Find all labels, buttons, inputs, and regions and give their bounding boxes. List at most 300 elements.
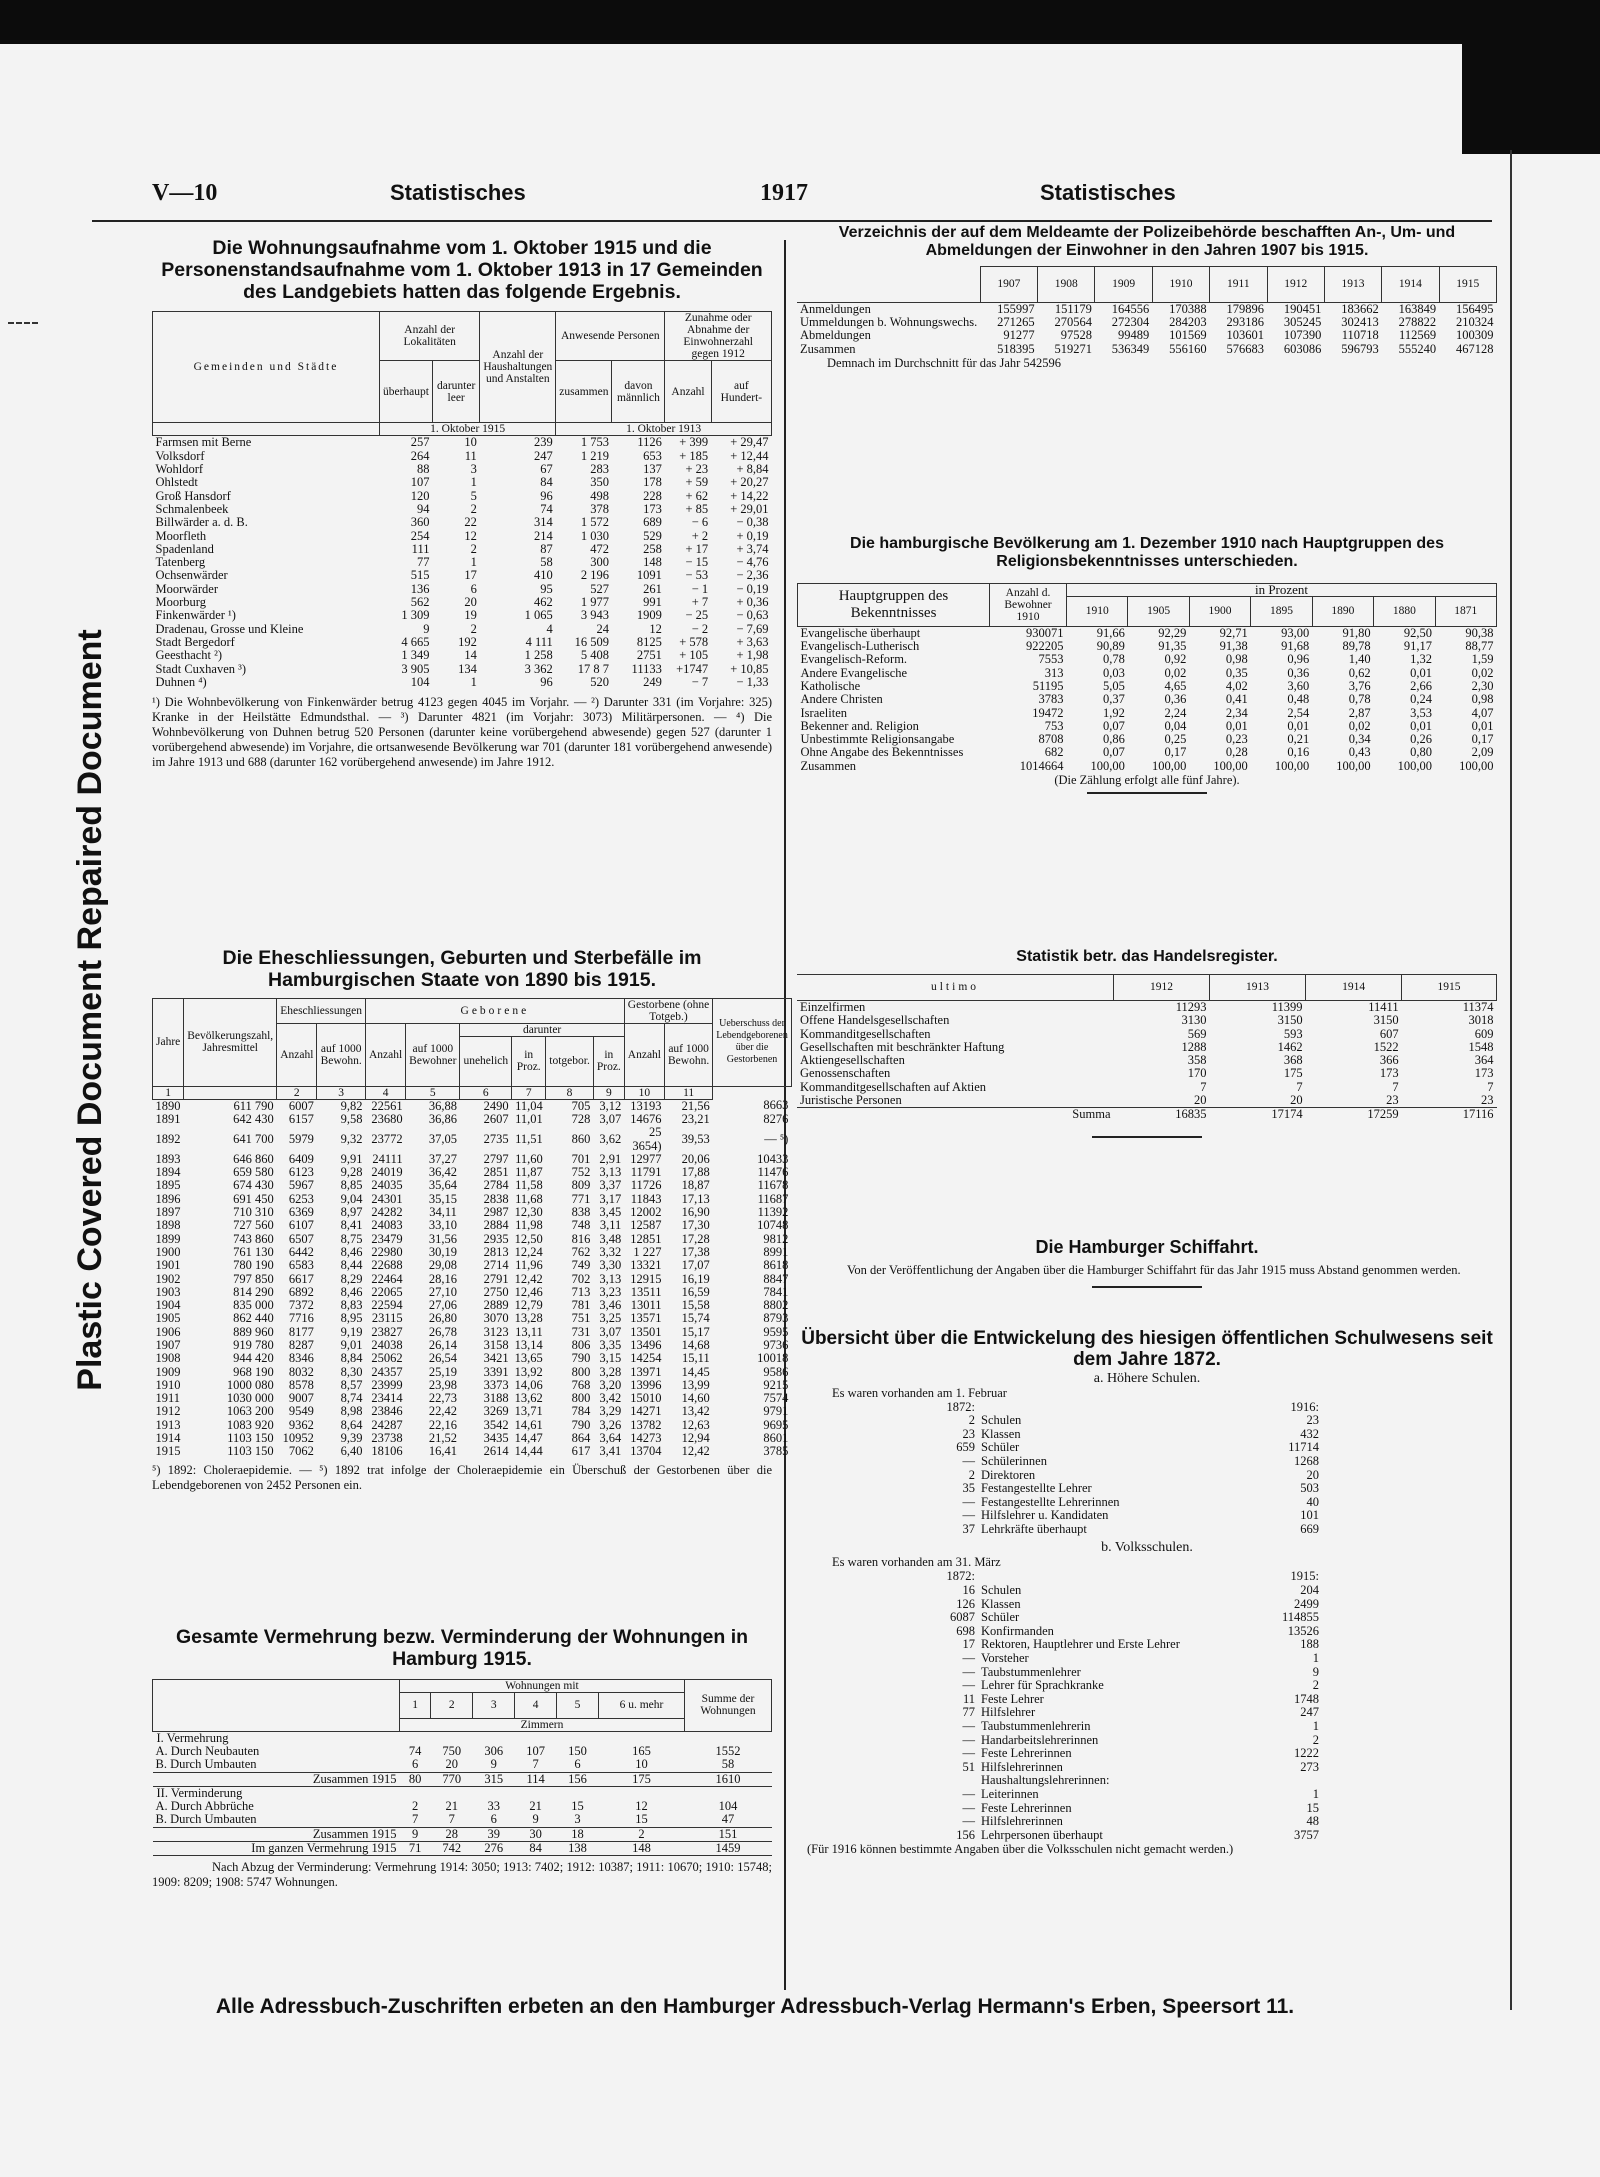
schul-b-intro: Es waren vorhanden am 31. März	[832, 1555, 1001, 1570]
ehe-row-cell: 9736	[763, 1338, 789, 1352]
handel-year: 1914	[1306, 974, 1402, 1000]
schul-new-value: 3757	[1294, 1827, 1319, 1842]
wohnung-row-cell: 4	[546, 621, 553, 636]
bev-group-prozent: in Prozent	[1067, 583, 1497, 596]
page-number: V—10	[152, 180, 218, 206]
handel-sum-cell: Summa	[1072, 1107, 1111, 1122]
melde-year: 1912	[1267, 266, 1324, 302]
ehe-row-cell: 1893	[155, 1152, 181, 1166]
bev-row-cell: 0,43	[1348, 745, 1371, 760]
ehe-row-cell: 889 960	[233, 1324, 274, 1339]
ehe-column-number: 5	[406, 1086, 460, 1099]
ehe-row-cell: 23115	[371, 1311, 403, 1326]
ehe-row-cell: 800	[571, 1391, 591, 1406]
ehe-row-cell: 8287	[288, 1338, 314, 1352]
handel-row-cell: 3150	[1277, 1013, 1303, 1028]
schul-new-value: 188	[1300, 1637, 1319, 1652]
ehe-row-cell: 13,28	[514, 1311, 543, 1326]
ehe-row-cell: 2987	[483, 1205, 509, 1220]
handel-row-cell: Gesellschaften mit beschränkter Haftung	[800, 1040, 1005, 1054]
wohnung-row-cell: Moorwärder	[155, 582, 218, 596]
schul-label: Hilfslehrer u. Kandidaten	[981, 1509, 1109, 1523]
schul-a-intro: Es waren vorhanden am 1. Februar	[832, 1385, 1007, 1400]
handel-table	[797, 974, 1497, 1122]
verm-cell: 306	[484, 1743, 504, 1758]
ehe-col-unehelich: unehelich	[460, 1036, 512, 1086]
melde-row-cell: 272304	[1111, 315, 1150, 330]
schul-new-value: 114855	[1281, 1610, 1319, 1625]
handel-row-cell: 173	[1474, 1066, 1494, 1081]
schul-old-value: 51	[962, 1759, 975, 1774]
ehe-row-cell: 1891	[155, 1112, 181, 1126]
schul-new-value: 1268	[1294, 1453, 1319, 1468]
ehe-row-cell: 1083 920	[226, 1417, 274, 1432]
ehe-row-cell: 17,30	[681, 1218, 710, 1233]
handel-row-cell: 11399	[1271, 999, 1303, 1014]
verm-row-label: B. Durch Umbauten	[155, 1758, 257, 1772]
schul-label: Handarbeitslehrerinnen	[981, 1733, 1099, 1747]
ehe-row-cell: 13782	[630, 1417, 662, 1432]
ehe-row-cell: 1030 000	[226, 1391, 274, 1406]
wohnung-row-cell: Volksdorf	[155, 449, 205, 463]
ehe-row-cell: 751	[571, 1311, 591, 1326]
wohnung-row-cell: 249	[643, 674, 662, 689]
melde-row-cell: 190451	[1283, 301, 1322, 316]
wohnung-row	[153, 609, 772, 622]
ehe-row-cell: 701	[571, 1151, 591, 1166]
wohnung-row-cell: − 15	[685, 555, 709, 570]
wohnung-row-cell: + 8,84	[736, 462, 769, 477]
verm-cell: 1552	[715, 1743, 741, 1758]
ehe-row-cell: 11,96	[515, 1258, 543, 1273]
ehe-row-cell: 1897	[155, 1206, 181, 1220]
ehe-row-cell: 3421	[483, 1351, 509, 1366]
ehe-row-cell: 10018	[757, 1351, 789, 1366]
handel-row-cell: 358	[1187, 1053, 1207, 1068]
verm-cell	[515, 1786, 557, 1800]
ehe-row-cell: 1915	[155, 1445, 181, 1459]
schul-label: Klassen	[981, 1427, 1021, 1441]
ehe-row-cell: 6,40	[340, 1444, 363, 1459]
ehe-row-cell: 24282	[371, 1205, 403, 1220]
ehe-row-cell: 2838	[483, 1191, 509, 1206]
schul-label: Feste Lehrerinnen	[981, 1747, 1072, 1761]
ehe-row-cell: 11,68	[515, 1191, 543, 1206]
handel-row-cell: Aktiengesellschaften	[800, 1054, 905, 1068]
schul-new-value: 2499	[1294, 1596, 1319, 1611]
verm-cell: 148	[632, 1841, 651, 1856]
ehe-row-cell: 1904	[155, 1299, 181, 1313]
ehe-row-cell: 11,87	[515, 1165, 543, 1180]
wohnung-row-cell: + 578	[679, 634, 709, 649]
wohnung-row-cell: 104	[410, 674, 430, 689]
ehe-row-cell: 8991	[763, 1244, 789, 1259]
verm-cell: 58	[721, 1757, 735, 1772]
ehe-row-cell: 968 190	[233, 1364, 274, 1379]
schul-new-value: 503	[1300, 1481, 1319, 1496]
ehe-row-cell: 23,98	[428, 1377, 457, 1392]
melde-row-cell: 305245	[1283, 315, 1322, 330]
schiff-separator	[1092, 1286, 1202, 1288]
ehe-row-cell: 3,30	[599, 1258, 622, 1273]
wohnung-row-cell: Farmsen mit Berne	[155, 435, 252, 450]
ehe-row-cell: 762	[571, 1244, 591, 1259]
ehe-row-cell: 9791	[763, 1404, 789, 1419]
schul-old-value: 2	[968, 1467, 975, 1482]
ehe-row-cell: 1914	[155, 1432, 181, 1446]
ehe-row	[153, 1233, 792, 1246]
bev-row-cell: 91,17	[1403, 639, 1433, 654]
schul-old-value: 17	[962, 1637, 975, 1652]
bev-row-cell: 2,87	[1348, 705, 1371, 720]
melde-year: 1908	[1038, 266, 1095, 302]
verm-column: 4	[515, 1692, 557, 1718]
ehe-row-cell: 814 290	[233, 1284, 274, 1299]
handel-header	[797, 974, 1497, 1000]
ehe-row	[153, 1432, 792, 1445]
bev-row-cell: 19472	[1032, 705, 1064, 720]
wohnung-row-cell: − 1,33	[736, 674, 769, 689]
bev-row-cell: 0,36	[1164, 692, 1187, 707]
header-right: Statistisches	[1040, 180, 1176, 205]
ehe-row-cell: 659 580	[233, 1165, 274, 1180]
wohnung-row-cell: − 0,38	[736, 515, 769, 530]
bev-row-cell: 0,26	[1410, 732, 1433, 747]
ehe-row-cell: 12,50	[514, 1231, 543, 1246]
wohnung-row-cell: 134	[458, 661, 477, 676]
ehe-row-cell: 6369	[288, 1205, 314, 1220]
wohnung-row-cell: 1	[470, 674, 477, 689]
handel-row-cell: Kommanditgesellschaften auf Aktien	[800, 1080, 987, 1094]
ehe-row-cell: 11,60	[515, 1151, 543, 1166]
bev-row-cell: 2,54	[1287, 705, 1310, 720]
ehe-row	[153, 1273, 792, 1286]
verm-cell: 3	[574, 1812, 581, 1827]
schul-old-value: —	[962, 1664, 975, 1679]
header-left: Statistisches	[390, 180, 526, 205]
melde-row	[797, 343, 1497, 356]
bev-row-cell: Evangelisch-Lutherisch	[800, 640, 920, 654]
bev-row-cell: 7553	[1038, 652, 1064, 667]
ehe-row-cell: 8663	[763, 1098, 789, 1113]
ehe-row-cell: 3391	[483, 1364, 509, 1379]
ehe-row	[153, 1153, 792, 1166]
bev-row	[798, 667, 1497, 680]
melde-row-cell: 519271	[1054, 341, 1092, 356]
wohnung-col-haushaltungen: Anzahl der Haushaltungen und Anstalten	[480, 312, 556, 423]
bev-row-cell: 91,38	[1219, 639, 1248, 654]
handel-row-cell: 3130	[1181, 1013, 1207, 1028]
handel-row-cell: 1462	[1277, 1039, 1303, 1054]
ehe-row-cell: 13,71	[514, 1404, 543, 1419]
handel-row-cell: 569	[1187, 1026, 1207, 1041]
ehe-row-cell: 641 700	[233, 1131, 274, 1146]
ehe-row-cell: 13,62	[514, 1391, 543, 1406]
schul-label: Direktoren	[981, 1468, 1036, 1482]
schul-new-value: 1	[1312, 1786, 1319, 1801]
ehe-row-cell: 9,04	[340, 1191, 363, 1206]
ehe-row-cell: 8,85	[340, 1178, 363, 1193]
ehe-row	[153, 1246, 792, 1259]
ehe-row-cell: 12,42	[514, 1271, 543, 1286]
handel-rows	[797, 1000, 1497, 1121]
melde-row-cell: 91277	[1003, 328, 1035, 343]
bev-row-cell: 0,24	[1410, 692, 1433, 707]
side-stamp	[40, 330, 109, 1690]
schul-new-value: 1	[1312, 1719, 1319, 1733]
bev-row-cell: 100,00	[1213, 758, 1248, 773]
ehe-row-cell: 13,99	[681, 1377, 710, 1392]
wohnung-note: ¹) Die Wohnbevölkerung von Finkenwärder betrug 4123 gegen 4045 im Vorjahr. — ²) Darunter 331 (im Vorjahre: 325) Kranke in der Heilstätte Edmundsthal. — ³) Darunter 4821 (im Vorjahr: 3073) Militärpersonen. — ⁴) Die Wohnbevölkerung von Duhnen betrug 520 Personen (darunter keine vorübergehend abwesende) gegen 527 (darunter 1 vorübergehend abwesende) im Vorjahre, die ortsanwesende Bevölkerung war 701 (darunter 181 vorübergehend anwesende) im Jahre 1913 und 688 (darunter 162 vorübergehend anwesende) im Jahre 1912.	[152, 695, 772, 770]
ehe-col-totgeboren: totgebor.	[546, 1036, 594, 1086]
wohnung-row-cell: + 17	[685, 541, 709, 556]
ehe-row-cell: 1 227	[633, 1244, 662, 1259]
verm-cell: 39	[487, 1826, 500, 1841]
ehe-row-cell: 10952	[282, 1431, 314, 1446]
ehe-row-cell: 3,35	[599, 1338, 622, 1352]
ehe-row	[153, 1366, 792, 1379]
schul-a-year2: 1916:	[1290, 1399, 1319, 1414]
schul-new-value: 15	[1306, 1800, 1319, 1815]
ehe-note: ⁵) 1892: Choleraepidemie. — ⁵) 1892 trat infolge der Choleraepidemie ein Überschuß der Gestorbenen über die Lebendgeborenen von 2452 Personen ein.	[152, 1462, 772, 1492]
handel-row	[797, 1000, 1497, 1014]
ehe-row-cell: 9695	[763, 1417, 789, 1432]
verm-cell	[400, 1731, 431, 1745]
ehe-row-cell: 2784	[483, 1178, 509, 1193]
stamp-text: Plastic Covered Document Repaired Document	[71, 629, 109, 1391]
ehe-row-cell: 9595	[763, 1324, 789, 1339]
ehe-row-cell: 17,88	[681, 1165, 710, 1180]
melde-row-cell: 596793	[1341, 341, 1379, 356]
verm-row-label: Zusammen 1915	[312, 1827, 397, 1841]
verm-cell: 80	[408, 1771, 422, 1786]
ehe-row-cell: 34,11	[429, 1205, 457, 1220]
schul-label: Konfirmanden	[981, 1624, 1054, 1638]
ehe-row	[153, 1445, 792, 1458]
ehe-row-cell: 6107	[288, 1218, 314, 1233]
dashed-mark	[8, 322, 38, 324]
verm-cell: 7	[448, 1812, 455, 1827]
schul-label: Hilfslehrerinnen	[981, 1815, 1063, 1829]
wohnung-title: Die Wohnungsaufnahme vom 1. Oktober 1915 und die Personenstandsaufnahme vom 1. Oktober 1913 in 17 Gemeinden des Landgebiets hatten das folgende Ergebnis.	[161, 237, 763, 303]
wohnung-row-cell: 689	[643, 515, 662, 530]
handel-sum-cell: 17116	[1462, 1107, 1494, 1122]
ehe-row-cell: 809	[571, 1178, 591, 1193]
schul-b-row	[902, 1829, 1322, 1843]
bev-row-cell: 0,21	[1287, 732, 1310, 747]
handel-row-cell: 1548	[1468, 1039, 1494, 1054]
ehe-row-cell: 13,11	[515, 1324, 543, 1339]
ehe-row-cell: 1908	[155, 1352, 181, 1366]
ehe-row-cell: 790	[571, 1417, 591, 1432]
ehe-row-cell: 11,51	[515, 1131, 543, 1146]
bev-row-cell: 0,86	[1103, 732, 1125, 747]
ehe-group-gestorbene: Gestorbene (ohne Totgeb.)	[624, 998, 712, 1023]
ehe-row-cell: 1902	[155, 1272, 181, 1286]
ehe-row	[153, 1179, 792, 1192]
schul-old-value: —	[962, 1746, 975, 1761]
wohnung-row-cell: 1 753	[580, 435, 609, 450]
schul-new-value: 101	[1300, 1508, 1319, 1523]
schul-old-value: —	[962, 1719, 975, 1733]
bev-row-cell: 930071	[1026, 625, 1064, 640]
schul-new-value: 1748	[1294, 1691, 1319, 1706]
ehe-row-cell: 6507	[288, 1231, 314, 1246]
ehe-row-cell: 15,17	[681, 1324, 710, 1339]
verm-cell: 21	[445, 1799, 459, 1814]
melde-row-cell: 555240	[1398, 341, 1437, 356]
melde-section	[797, 224, 1497, 371]
schul-a-row	[902, 1469, 1322, 1483]
handel-row-cell: Juristische Personen	[800, 1093, 902, 1107]
ehe-row-cell: 14271	[630, 1404, 662, 1419]
melde-row-cell: 293186	[1226, 315, 1265, 330]
handel-row-cell: 607	[1379, 1026, 1399, 1041]
handel-title: Statistik betr. das Handelsregister.	[1016, 948, 1278, 965]
schul-old-value: 126	[956, 1596, 975, 1611]
wohnung-col-maennlich: davon männlich	[612, 361, 665, 423]
ehe-row-cell: 35,64	[428, 1178, 457, 1193]
melde-row-cell: 518395	[997, 341, 1035, 356]
ehe-row-cell: 35,15	[428, 1191, 457, 1206]
ehe-row-cell: 3,29	[599, 1404, 622, 1419]
ehe-row-cell: 18106	[371, 1444, 403, 1459]
bev-row-cell: 0,78	[1348, 692, 1371, 707]
schul-b-row	[902, 1706, 1322, 1720]
wohnung-row-cell: 360	[410, 515, 430, 530]
ehe-row-cell: 12851	[630, 1231, 662, 1246]
handel-row	[797, 1041, 1497, 1054]
wohnung-row-cell: 10	[464, 435, 477, 450]
schul-new-value: 48	[1306, 1814, 1319, 1829]
wohnung-row	[153, 436, 772, 450]
wohnung-row	[153, 450, 772, 463]
ehe-row-cell: 6253	[288, 1191, 314, 1206]
wohnung-row-cell: Duhnen ⁴)	[155, 675, 207, 689]
verm-column: 3	[473, 1692, 515, 1718]
ehe-row-cell: 1892	[155, 1131, 181, 1146]
ehe-row-cell: 16,19	[681, 1271, 710, 1286]
melde-row-cell: 103601	[1226, 328, 1265, 343]
ehe-column-number: 7	[512, 1086, 546, 1099]
schul-b-row	[902, 1734, 1322, 1748]
ehe-row-cell: 2851	[483, 1165, 509, 1180]
bev-row	[798, 626, 1497, 640]
wohnung-row-cell: + 1,98	[736, 648, 769, 663]
handel-row-cell: 173	[1379, 1066, 1399, 1081]
ehe-row-cell: 12,46	[514, 1284, 543, 1299]
handel-row-cell: Genossenschaften	[800, 1067, 891, 1081]
melde-year: 1909	[1095, 266, 1152, 302]
verm-cell	[557, 1731, 599, 1745]
verm-zimmern: Zimmern	[400, 1718, 685, 1731]
handel-row-cell: Kommanditgesellschaften	[800, 1027, 931, 1041]
ehe-row	[153, 1339, 792, 1352]
ehe-row-cell: 2935	[483, 1231, 509, 1246]
verm-section	[152, 1627, 772, 1890]
schul-old-value: —	[962, 1651, 975, 1666]
ehe-row-cell: 17,28	[681, 1231, 710, 1246]
wohnung-date-1915: 1. Oktober 1915	[380, 423, 556, 436]
bev-row-cell: 0,01	[1410, 665, 1433, 680]
wohnung-row-cell: 136	[410, 581, 430, 596]
schul-a-heading: a. Höhere Schulen.	[1093, 1370, 1201, 1386]
handel-row-cell: 7	[1487, 1079, 1494, 1094]
ehe-row-cell: 646 860	[233, 1151, 274, 1166]
ehe-row	[153, 1113, 792, 1126]
bev-row-cell: 2,34	[1225, 705, 1248, 720]
verm-group-wohnungen: Wohnungen mit	[400, 1679, 685, 1692]
handel-row-cell: 23	[1481, 1092, 1494, 1107]
melde-row	[797, 329, 1497, 342]
ehe-col-auf1000: auf 1000 Bewohn.	[317, 1023, 366, 1086]
schul-old-value: 698	[956, 1623, 975, 1638]
ehe-row-cell: 23,21	[681, 1111, 710, 1126]
ehe-row-cell: 642 430	[233, 1111, 274, 1126]
melde-row-cell: 110718	[1341, 328, 1379, 343]
handel-row-cell: 1288	[1181, 1039, 1207, 1054]
bev-row-cell: 313	[1044, 665, 1064, 680]
ehe-row-cell: 9215	[763, 1377, 789, 1392]
wohnung-row-cell: Billwärder a. d. B.	[155, 516, 248, 530]
bev-row-cell: 100,00	[1459, 758, 1494, 773]
wohnung-row	[153, 649, 772, 662]
ehe-row-cell: 22464	[371, 1271, 403, 1286]
verm-row-label: I. Vermehrung	[156, 1731, 229, 1745]
schul-new-value: 2	[1312, 1732, 1319, 1747]
bev-col-hauptgruppen: Hauptgruppen des Bekenntnisses	[798, 583, 990, 626]
wohnung-row-cell: Moorburg	[155, 596, 206, 610]
ehe-row-cell: 3,11	[599, 1218, 622, 1233]
wohnung-row-cell: − 7	[691, 674, 709, 689]
melde-row-cell: 100309	[1456, 328, 1494, 343]
bev-section	[797, 535, 1497, 798]
schul-old-value: —	[962, 1786, 975, 1801]
ehe-row-cell: 14676	[630, 1111, 662, 1126]
ehe-row-cell: 13,92	[514, 1364, 543, 1379]
ehe-row-cell: — ⁵)	[764, 1131, 789, 1146]
bev-row-cell: 90,89	[1096, 639, 1125, 654]
ehe-column-number: 2	[277, 1086, 317, 1099]
wohnung-row-cell: 8125	[636, 634, 662, 649]
ehe-row	[153, 1286, 792, 1299]
wohnung-row-cell: 247	[534, 448, 553, 463]
wohnung-row-cell: 148	[643, 555, 662, 570]
schul-label: Hilfslehrer	[981, 1706, 1036, 1720]
wohnung-row-cell: 178	[643, 475, 662, 490]
schul-label: Schüler	[981, 1611, 1020, 1625]
bev-row-cell: 4,07	[1471, 705, 1494, 720]
ehe-row-cell: 27,10	[428, 1284, 457, 1299]
wohnung-row-cell: 462	[534, 595, 553, 610]
wohnung-row-cell: 19	[464, 608, 477, 623]
schul-old-value: 6087	[950, 1610, 975, 1625]
ehe-row-cell: 6442	[288, 1244, 314, 1259]
ehe-col-bevoelkerung: Bevölkerungszahl, Jahresmittel	[184, 998, 277, 1086]
melde-row-cell: 302413	[1341, 315, 1379, 330]
schul-new-value: 1222	[1294, 1746, 1319, 1761]
melde-row-cell: 270564	[1054, 315, 1092, 330]
verm-cell	[515, 1731, 557, 1745]
verm-row	[153, 1786, 772, 1800]
schul-label: Schülerinnen	[981, 1454, 1047, 1468]
bev-year: 1895	[1251, 596, 1312, 626]
wohnung-row-cell: − 0,63	[736, 608, 769, 623]
ehe-row-cell: 771	[571, 1191, 591, 1206]
ehe-group-darunter: darunter	[460, 1023, 624, 1036]
wohnung-row	[153, 490, 772, 503]
schul-b-row	[902, 1666, 1322, 1680]
